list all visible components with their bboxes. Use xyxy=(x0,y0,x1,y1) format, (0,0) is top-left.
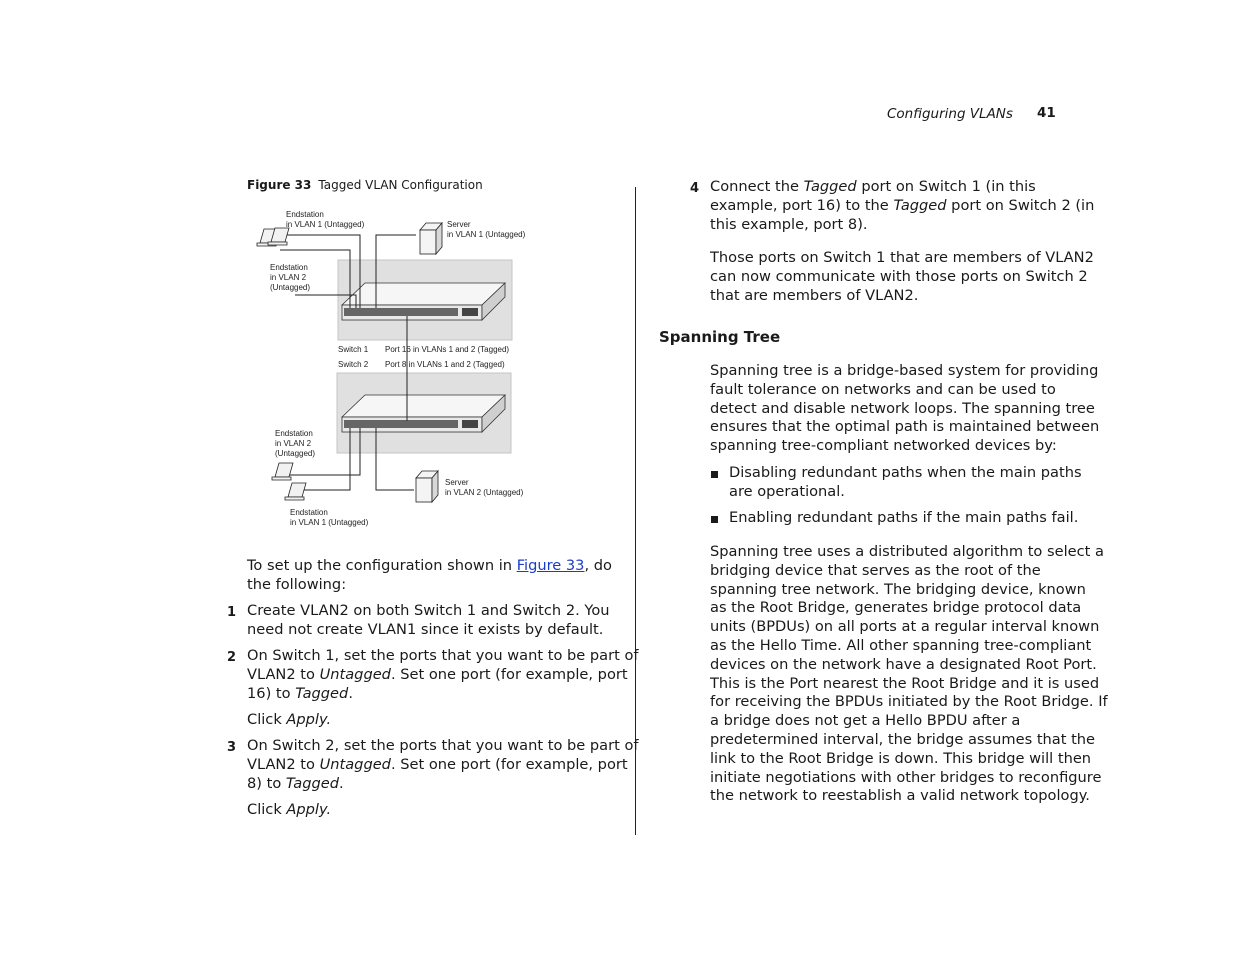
spanning-tree-intro: Spanning tree is a bridge-based system for providing fault tolerance on networks and can be used to detect and disable network loops. The spanning tree ensures that the optimal path is maintained between spanning tree-compliant networked devices by: xyxy=(710,362,1100,455)
figure-33-link[interactable]: Figure 33 xyxy=(516,557,585,574)
bullet-marker xyxy=(711,471,718,478)
vlan2-paragraph: Those ports on Switch 1 that are members of VLAN2 can now communicate with those ports on Switch 2 that are members of VLAN2. xyxy=(710,249,1094,304)
step-1-text: Create VLAN2 on both Switch 1 and Switch 2. You need not create VLAN1 since it exists by default. xyxy=(247,602,610,638)
intro-text-line2: the following: xyxy=(247,575,347,593)
label-endstation-vlan1-bottom-detail: in VLAN 1 (Untagged) xyxy=(290,518,369,527)
intro-text-end: , do xyxy=(584,557,612,574)
bullet-item: Enabling redundant paths if the main paths fail. xyxy=(729,509,1079,526)
server-icon xyxy=(416,471,438,502)
step-2-click-apply: Click Apply. xyxy=(247,711,332,728)
label-server-vlan1-detail: in VLAN 1 (Untagged) xyxy=(447,230,526,239)
step-3-text: On Switch 2, set the ports that you want to be part of VLAN2 to Untagged. Set one port (for example, port 8) to Tagged. xyxy=(247,737,639,792)
label-endstation-vlan1-top-detail: in VLAN 1 (Untagged) xyxy=(286,220,365,229)
section-heading-spanning-tree: Spanning Tree xyxy=(659,328,781,346)
intro-paragraph xyxy=(247,557,612,595)
figure-caption xyxy=(247,178,483,192)
label-server-vlan1: Server xyxy=(447,220,471,229)
step-3-click-apply: Click Apply. xyxy=(247,801,332,818)
step-2-text: On Switch 1, set the ports that you want to be part of VLAN2 to Untagged. Set one port (for example, port 16) to Tagged. xyxy=(247,647,639,702)
label-endstation-vlan2-bottom-detail: in VLAN 2 xyxy=(275,439,312,448)
server-icon xyxy=(420,223,442,254)
label-switch-1: Switch 1 xyxy=(338,345,369,354)
label-endstation-vlan2-top-detail: in VLAN 2 xyxy=(270,273,307,282)
step-number: 3 xyxy=(227,740,237,755)
vlan-diagram xyxy=(250,205,550,535)
step-number: 2 xyxy=(227,650,237,665)
label-endstation-vlan1-top: Endstation xyxy=(286,210,324,219)
running-header-title: Configuring VLANs xyxy=(887,106,1013,122)
label-server-vlan2-detail: in VLAN 2 (Untagged) xyxy=(445,488,524,497)
switch-1-device xyxy=(342,283,505,320)
switch-2-device xyxy=(342,395,505,432)
step-number: 1 xyxy=(227,605,237,620)
spanning-tree-algorithm-paragraph: Spanning tree uses a distributed algorithm to select a bridging device that serves as the root of the spanning tree network. The bridging device, known as the Root Bridge, generates bridge protocol data units (BPDUs) on all ports at a regular interval known as the Hello Time. All other spanning tree-compliant devices on the network have a designated Root Port. This is the Port nearest the Root Bridge and it is used for receiving the BPDUs initiated by the Root Bridge. If a bridge does not get a Hello BPDU after a predetermined interval, the bridge assumes that the link to the Root Bridge is down. This bridge will then initiate negotiations with other bridges to reconfigure the network to reestablish a valid network topology. xyxy=(710,543,1108,805)
label-port-16: Port 16 in VLANs 1 and 2 (Tagged) xyxy=(385,345,510,354)
intro-text: To set up the configuration shown in xyxy=(247,557,517,574)
label-switch-2: Switch 2 xyxy=(338,360,369,369)
bullet-marker xyxy=(711,516,718,523)
bullet-item: Disabling redundant paths when the main paths are operational. xyxy=(729,464,1082,500)
step-4-text: Connect the Tagged port on Switch 1 (in this example, port 16) to the Tagged port on Switch 2 (in this example, port 8). xyxy=(710,178,1095,233)
label-endstation-vlan2-top-untagged: (Untagged) xyxy=(270,283,311,292)
label-server-vlan2: Server xyxy=(445,478,469,487)
label-port-8: Port 8 in VLANs 1 and 2 (Tagged) xyxy=(385,360,505,369)
label-endstation-vlan2-top: Endstation xyxy=(270,263,308,272)
figure-title: Tagged VLAN Configuration xyxy=(318,178,483,192)
page-number: 41 xyxy=(1037,105,1056,121)
label-endstation-vlan2-bottom-untagged: (Untagged) xyxy=(275,449,316,458)
label-endstation-vlan2-bottom: Endstation xyxy=(275,429,313,438)
laptop-icon xyxy=(285,483,306,500)
label-endstation-vlan1-bottom: Endstation xyxy=(290,508,328,517)
figure-label: Figure 33 xyxy=(247,178,312,192)
laptop-icon xyxy=(272,463,293,480)
step-number: 4 xyxy=(690,181,700,196)
